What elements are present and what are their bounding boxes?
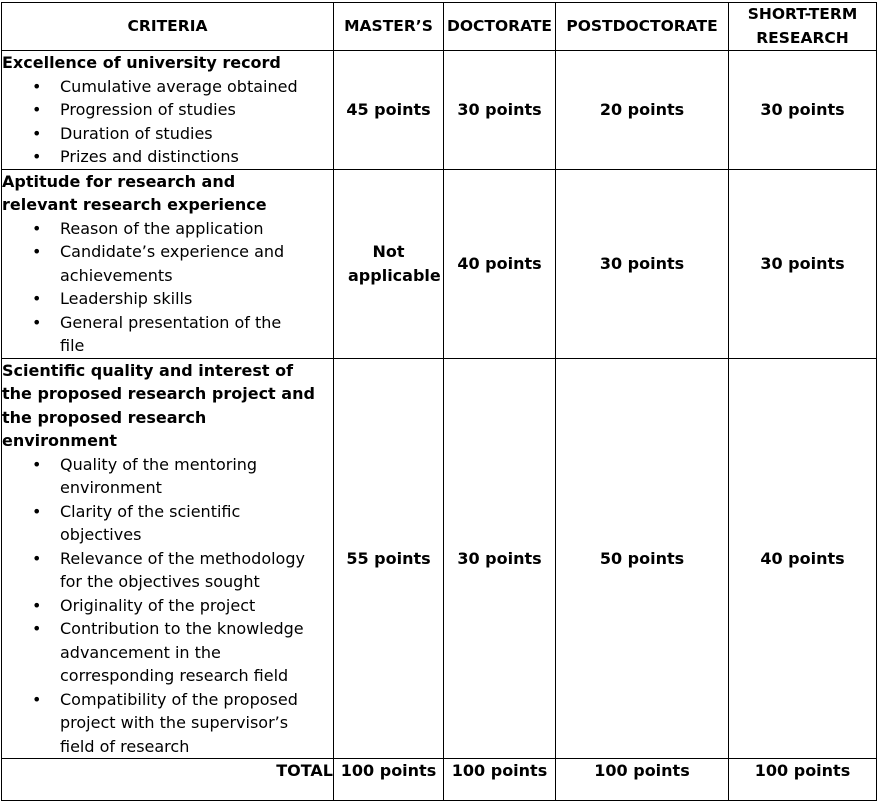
list-item-text: Duration of studies xyxy=(60,123,213,143)
list-item xyxy=(32,311,333,358)
bullet-icon: • xyxy=(32,501,42,521)
list-item-text: Relevance of the methodology for the objectives sought xyxy=(60,548,305,591)
list-item-text: Leadership skills xyxy=(60,289,193,308)
bullet-icon: • xyxy=(32,123,42,143)
list-item-text: Cumulative average obtained xyxy=(60,76,298,96)
list-item xyxy=(32,500,333,547)
list-item xyxy=(32,547,333,594)
list-item-text: Contribution to the knowledge advancement in the corresponding research field xyxy=(60,619,304,685)
short-term-points: 30 points xyxy=(729,169,877,358)
list-item-text: Quality of the mentoring environment xyxy=(60,454,258,497)
doctorate-points: 30 points xyxy=(444,358,556,759)
bullet-icon: • xyxy=(32,312,42,332)
criteria-list xyxy=(2,217,333,358)
criteria-list xyxy=(2,453,333,759)
doctorate-points: 30 points xyxy=(444,51,556,170)
list-item xyxy=(32,145,333,169)
total-short-term: 100 points xyxy=(729,759,877,801)
bullet-icon: • xyxy=(32,454,42,474)
postdoctorate-points: 30 points xyxy=(556,169,729,358)
criteria-cell xyxy=(2,169,334,358)
table-row xyxy=(2,51,877,170)
bullet-icon: • xyxy=(32,548,42,568)
masters-points: Not applicable xyxy=(334,169,444,358)
postdoctorate-points: 50 points xyxy=(556,358,729,759)
masters-points: 45 points xyxy=(334,51,444,170)
criteria-cell xyxy=(2,51,334,170)
criteria-title: Aptitude for research and relevant research experience xyxy=(2,171,267,214)
bullet-icon: • xyxy=(32,689,42,709)
table-row xyxy=(2,169,877,358)
header-short-term: SHORT-TERM RESEARCH xyxy=(729,3,877,51)
list-item-text: Clarity of the scientific objectives xyxy=(60,501,241,544)
total-doctorate: 100 points xyxy=(444,759,556,801)
list-item xyxy=(32,75,333,99)
bullet-icon: • xyxy=(32,289,42,308)
list-item-text: General presentation of the file xyxy=(60,312,282,355)
list-item xyxy=(32,98,333,122)
header-masters: MASTER’S xyxy=(334,3,444,51)
list-item-text: Prizes and distinctions xyxy=(60,147,239,166)
bullet-icon: • xyxy=(32,76,42,96)
list-item xyxy=(32,122,333,146)
list-item xyxy=(32,688,333,759)
short-term-points: 40 points xyxy=(729,358,877,759)
criteria-table xyxy=(1,2,877,801)
list-item xyxy=(32,617,333,688)
criteria-title: Scientific quality and interest of the proposed research project and the proposed research environment xyxy=(2,360,315,450)
criteria-title: Excellence of university record xyxy=(2,53,281,72)
header-criteria: CRITERIA xyxy=(2,3,334,51)
bullet-icon: • xyxy=(32,619,42,638)
criteria-cell xyxy=(2,358,334,759)
list-item xyxy=(32,217,333,241)
total-label: TOTAL xyxy=(2,759,334,801)
header-row xyxy=(2,3,877,51)
short-term-points: 30 points xyxy=(729,51,877,170)
header-doctorate: DOCTORATE xyxy=(444,3,556,51)
total-masters: 100 points xyxy=(334,759,444,801)
header-postdoctorate: POSTDOCTORATE xyxy=(556,3,729,51)
list-item-text: Candidate’s experience and achievements xyxy=(60,242,285,285)
total-postdoctorate: 100 points xyxy=(556,759,729,801)
doctorate-points: 40 points xyxy=(444,169,556,358)
bullet-icon: • xyxy=(32,218,42,238)
table-row xyxy=(2,358,877,759)
list-item xyxy=(32,240,333,287)
bullet-icon: • xyxy=(32,147,42,166)
list-item xyxy=(32,594,333,618)
postdoctorate-points: 20 points xyxy=(556,51,729,170)
list-item-text: Compatibility of the proposed project with the supervisor’s field of research xyxy=(60,689,298,756)
list-item xyxy=(32,453,333,500)
list-item-text: Originality of the project xyxy=(60,595,256,615)
criteria-list xyxy=(2,75,333,169)
bullet-icon: • xyxy=(32,242,42,261)
bullet-icon: • xyxy=(32,100,42,119)
masters-points: 55 points xyxy=(334,358,444,759)
list-item-text: Reason of the application xyxy=(60,218,264,238)
list-item xyxy=(32,287,333,311)
list-item-text: Progression of studies xyxy=(60,100,236,119)
total-row xyxy=(2,759,877,801)
bullet-icon: • xyxy=(32,595,42,615)
